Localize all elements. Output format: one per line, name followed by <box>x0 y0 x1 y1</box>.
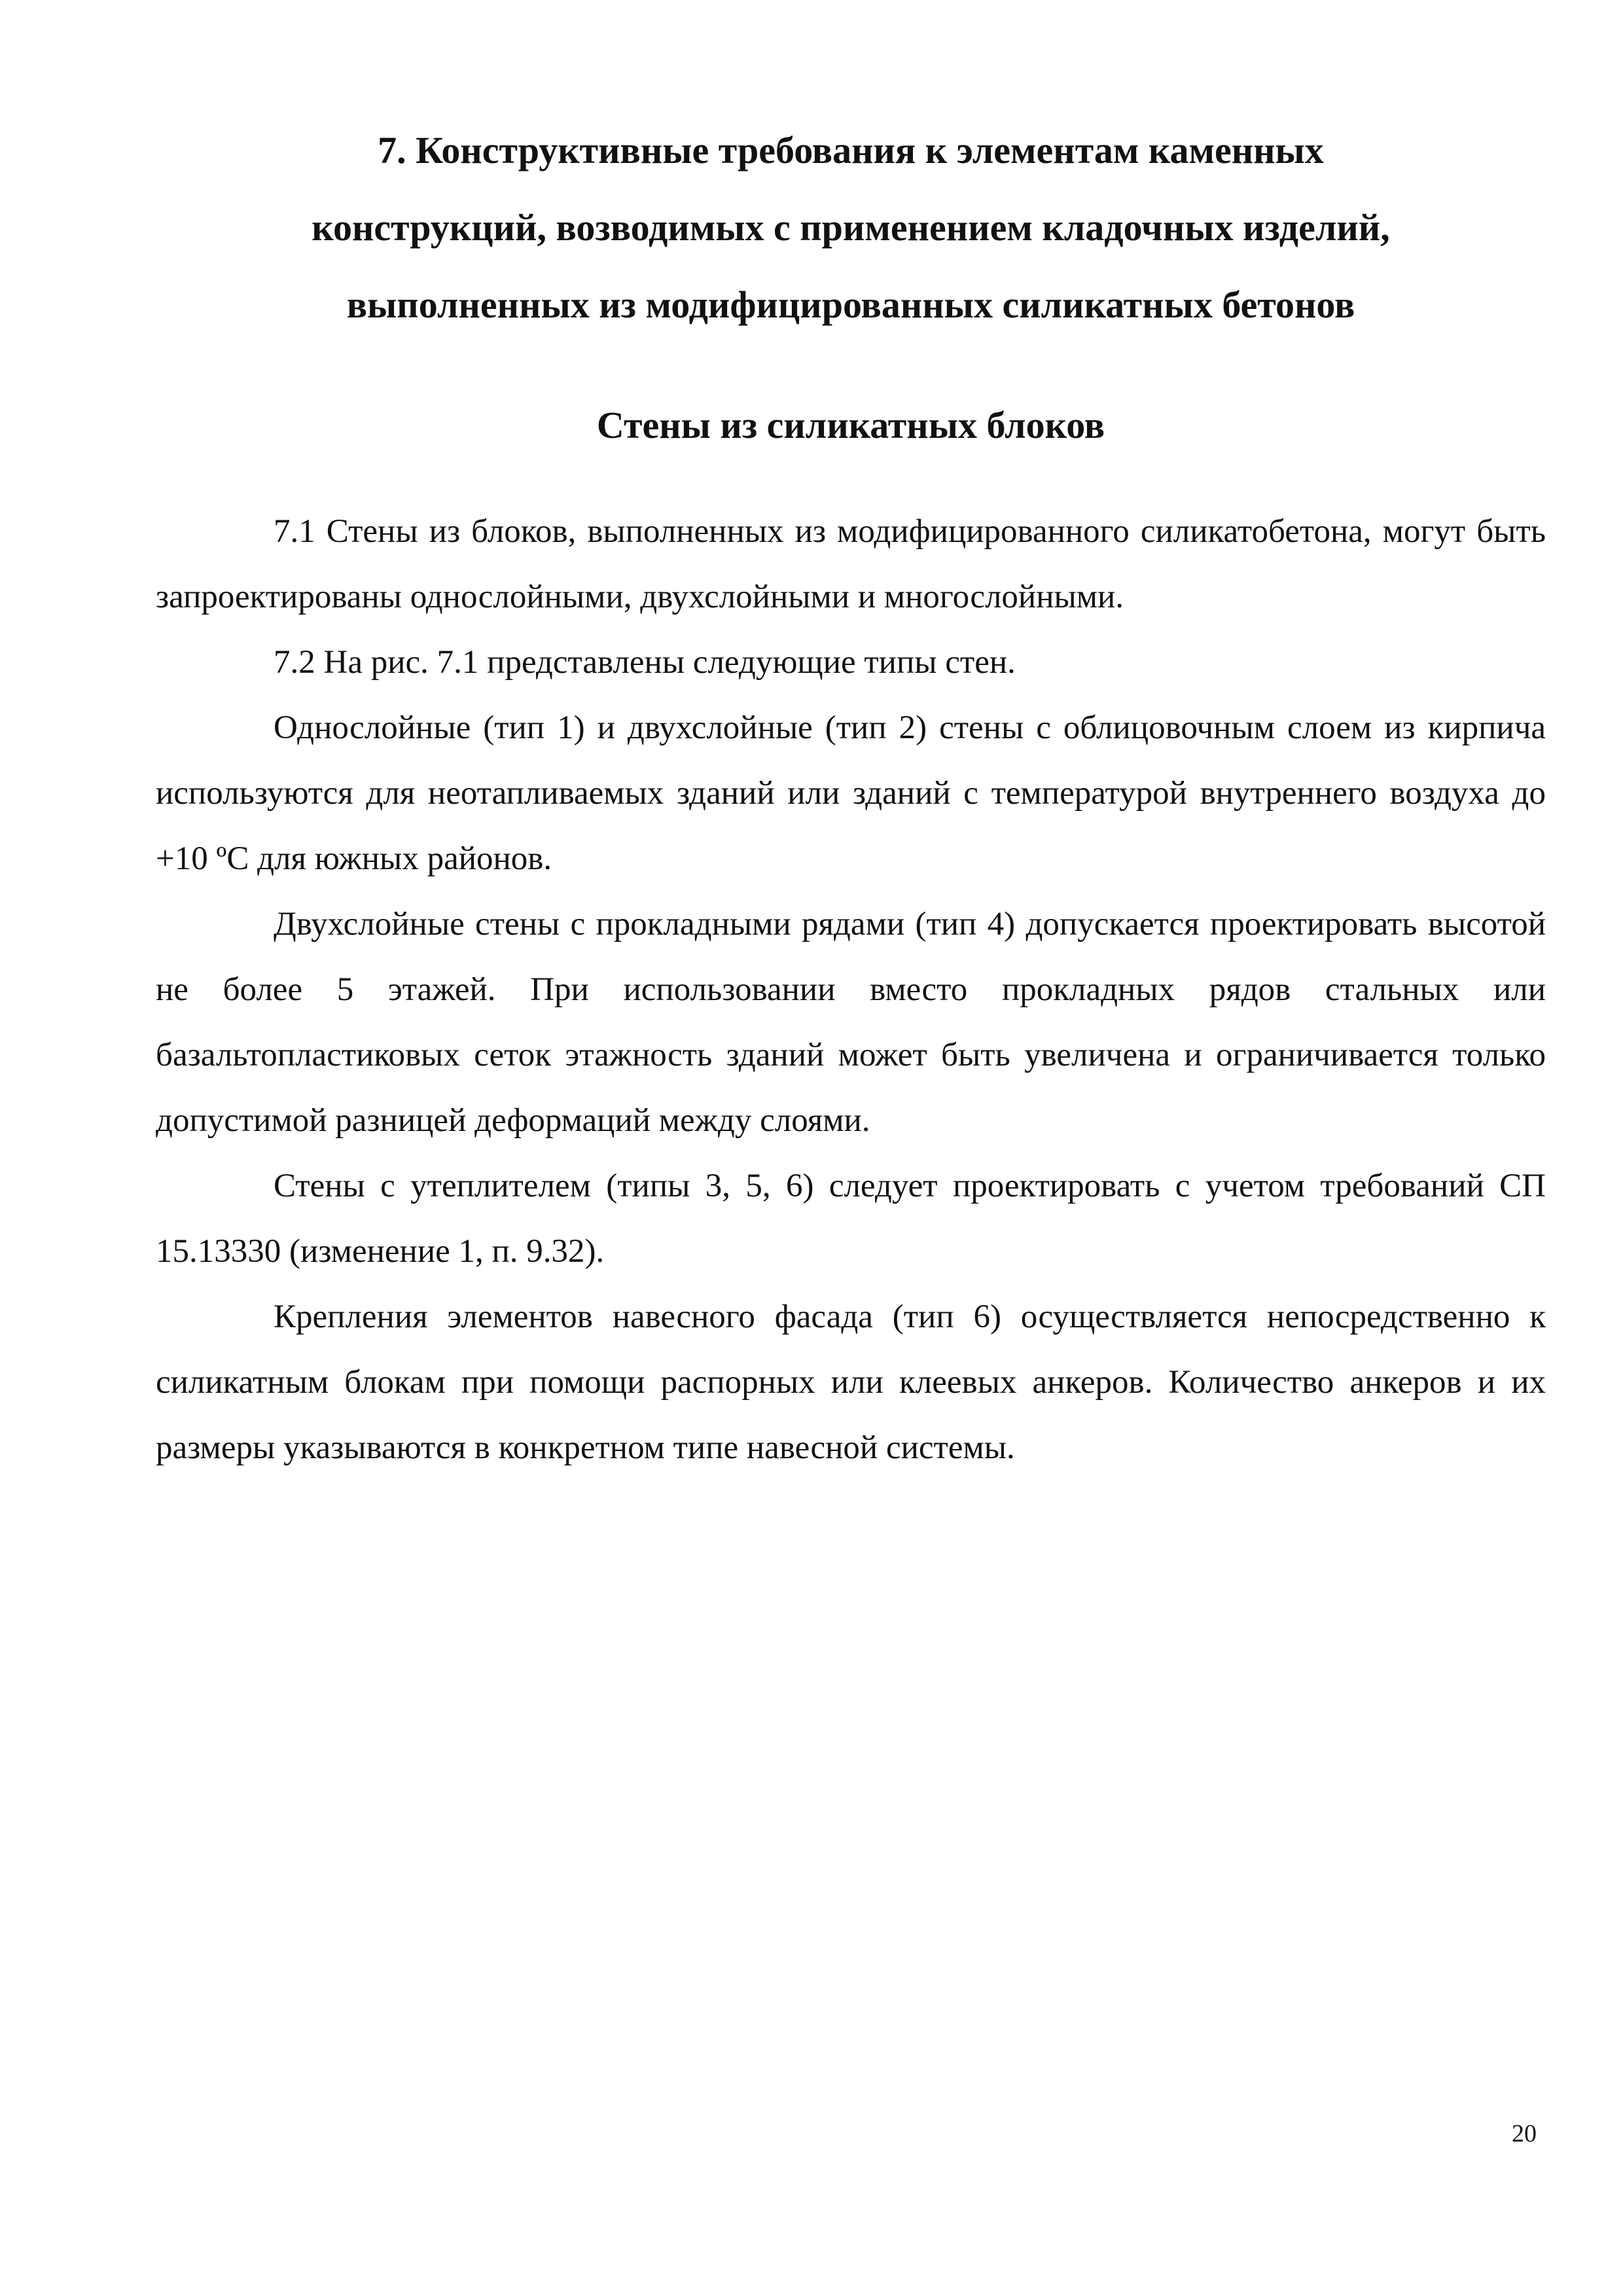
page-number: 20 <box>1512 2120 1537 2147</box>
paragraph-7-2: 7.2 На рис. 7.1 представлены следующие типы стен. <box>274 644 1016 681</box>
paragraph-7-1: 7.1 Стены из блоков, выполненных из модифицированного силикатобетона, могут быть запроектированы однослойными, двухслойными и многослойными. <box>156 513 1546 615</box>
chapter-title-line-3: выполненных из модифицированных силикатных бетонов <box>346 283 1355 326</box>
paragraph-double-layer-rows: Двухслойные стены с прокладными рядами (тип 4) допускается проектировать высотой не более 5 этажей. При использовании вместо прокладных рядов стальных или базальтопластиковых сеток этажность зданий может быть увеличена и ограничивается только допустимой разницей деформаций между слоями. <box>156 906 1546 1139</box>
paragraph-single-double-layer: Однослойные (тип 1) и двухслойные (тип 2) стены с облицовочным слоем из кирпича используются для неотапливаемых зданий или зданий с температурой внутреннего воздуха до +10 ºС для южных районов. <box>156 709 1546 877</box>
body-text <box>156 499 1546 1480</box>
section-title: Стены из силикатных блоков <box>596 404 1105 446</box>
paragraph-facade-fastening: Крепления элементов навесного фасада (тип 6) осуществляется непосредственно к силикатным блокам при помощи распорных или клеевых анкеров. Количество анкеров и их размеры указываются в конкретном типе навесной системы. <box>156 1299 1546 1466</box>
paragraph-insulated-walls: Стены с утеплителем (типы 3, 5, 6) следует проектировать с учетом требований СП 15.13330 (изменение 1, п. 9.32). <box>156 1168 1546 1270</box>
chapter-title-line-1: 7. Конструктивные требования к элементам каменных <box>378 129 1324 171</box>
chapter-title-line-2: конструкций, возводимых с применением кладочных изделий, <box>312 206 1390 249</box>
